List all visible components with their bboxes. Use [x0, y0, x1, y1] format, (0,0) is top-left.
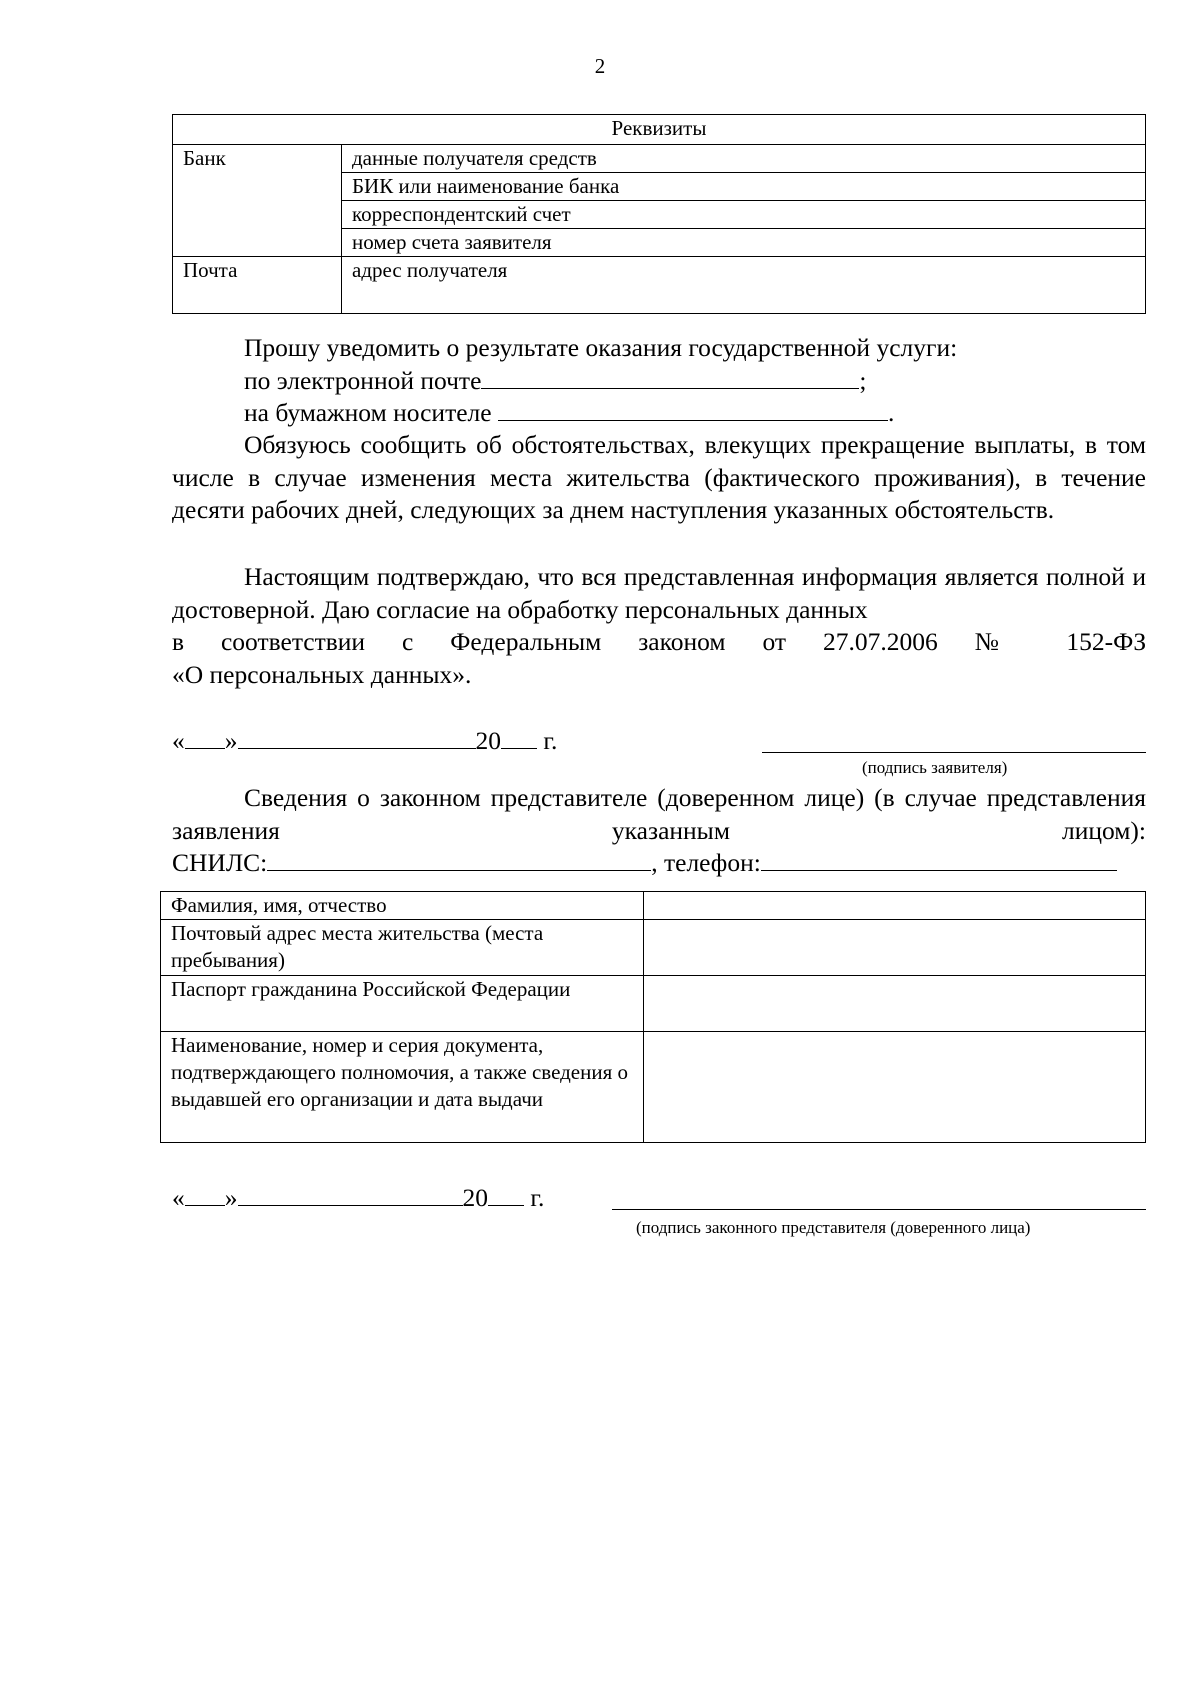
rep-row-address-label: Почтовый адрес места жительства (места пребывания) [161, 920, 644, 976]
bank-row-recipient: данные получателя средств [342, 145, 1146, 173]
bank-row-bik: БИК или наименование банка [342, 173, 1146, 201]
date1-year-field[interactable] [501, 726, 537, 749]
phone-label: , телефон: [651, 848, 761, 877]
page-number: 2 [594, 54, 606, 78]
representative-signature-field[interactable] [612, 1209, 1146, 1210]
post-label: Почта [173, 257, 342, 314]
rep-row-name-value[interactable] [644, 892, 1146, 920]
rep-row-address-value[interactable] [644, 920, 1146, 976]
date1-year-suffix: г. [543, 726, 558, 755]
representative-signature-caption: (подпись законного представителя (доверенного лица) [636, 1218, 1031, 1237]
date1-year-prefix: 20 [475, 726, 501, 755]
date2-year-suffix: г. [530, 1183, 545, 1212]
notify-block [172, 332, 1146, 430]
rep-row-document-label: Наименование, номер и серия документа, подтверждающего полномочия, а также сведения о выдавшей его организации и дата выдачи [161, 1032, 644, 1143]
bank-label: Банк [173, 145, 342, 257]
rep-row-passport-value[interactable] [644, 976, 1146, 1032]
phone-field[interactable] [761, 848, 1117, 871]
post-row-address: адрес получателя [342, 257, 1146, 314]
law-word: в [172, 627, 185, 656]
date1-day-field[interactable] [185, 726, 225, 749]
paper-label: на бумажном носителе [244, 398, 492, 427]
date2-day-field[interactable] [185, 1183, 225, 1206]
date1-open-quote: « [172, 726, 185, 755]
rep-row-passport-label: Паспорт гражданина Российской Федерации [161, 976, 644, 1032]
email-end: ; [859, 365, 867, 395]
rep-row-document-value[interactable] [644, 1032, 1146, 1143]
requisites-header: Реквизиты [173, 115, 1146, 145]
law-word: Федеральным [450, 627, 602, 656]
date2-year-prefix: 20 [462, 1183, 488, 1212]
law-number: № 152-ФЗ [974, 627, 1147, 656]
law-name: «О персональных данных». [172, 659, 472, 689]
rep-intro-paragraph: Сведения о законном представителе (доверенном лице) (в случае представления заявления указанным лицом): [172, 783, 1146, 845]
date2-year-field[interactable] [488, 1183, 524, 1206]
snils-phone-line [172, 847, 1146, 880]
email-label: по электронной почте [244, 365, 482, 395]
snils-field[interactable] [267, 848, 651, 871]
confirm-text: Настоящим подтверждаю, что вся представленная информация является полной и достоверной. Даю согласие на обработку персональных данных [172, 562, 1146, 624]
law-word: законом [638, 627, 726, 656]
law-word: соответствии [220, 627, 366, 656]
email-field[interactable] [481, 366, 859, 389]
rep-row-name-label: Фамилия, имя, отчество [161, 892, 644, 920]
confirm-law-line [172, 626, 1146, 659]
applicant-signature-field[interactable] [762, 752, 1146, 753]
notify-intro: Прошу уведомить о результате оказания государственной услуги: [244, 333, 958, 362]
notify-paper-line [172, 397, 1146, 430]
notify-email-line [172, 365, 1146, 398]
date2-month-field[interactable] [238, 1183, 463, 1206]
applicant-signature-caption: (подпись заявителя) [862, 758, 1008, 777]
law-date: 27.07.2006 [822, 627, 938, 656]
law-word: от [762, 627, 786, 656]
bank-row-account-number: номер счета заявителя [342, 229, 1146, 257]
snils-label: СНИЛС: [172, 848, 268, 877]
requisites-table [172, 114, 1146, 314]
date1-close-quote: » [224, 726, 238, 755]
date1-month-field[interactable] [238, 726, 476, 749]
date2-close-quote: » [224, 1183, 238, 1212]
representative-table [160, 891, 1146, 1143]
date2-open-quote: « [172, 1183, 185, 1212]
law-word: с [402, 627, 414, 656]
confirm-paragraph [172, 561, 1146, 691]
date-line-1 [172, 725, 772, 758]
paper-field[interactable] [498, 398, 888, 421]
obligation-paragraph: Обязуюсь сообщить об обстоятельствах, влекущих прекращение выплаты, в том числе в случае изменения места жительства (фактического проживания), в течение десяти рабочих дней, следующих за днем наступления указанных обстоятельств. [172, 430, 1146, 524]
paper-end: . [887, 398, 895, 427]
bank-row-corr-account: корреспондентский счет [342, 201, 1146, 229]
